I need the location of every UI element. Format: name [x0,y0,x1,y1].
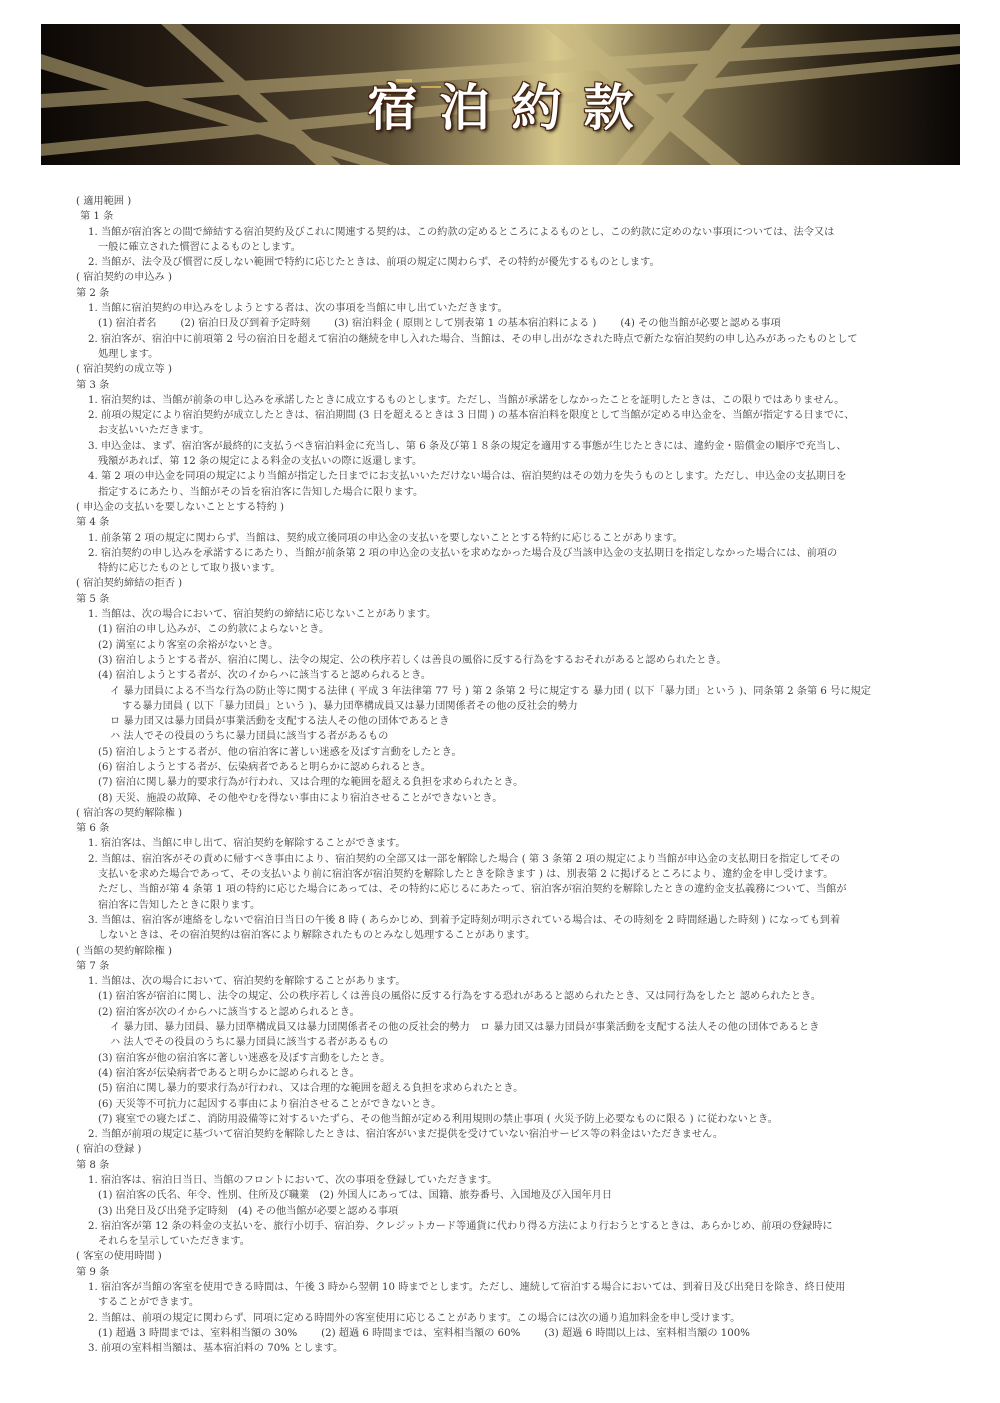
terms-document [76,194,956,1357]
sub-sub-item: イ 暴力団員による不当な行為の防止等に関する法律 ( 平成 3 年法律第 77 号 ) 第 2 条第 2 号に規定する 暴力団 ( 以下「暴力団」という )、同条第 2 条第 6 号に規定 する暴力団員 ( 以下「暴力団員」という )、暴力団準構成員又は暴力団関係者その他の反社会的勢力 [110,685,871,712]
section [76,362,956,500]
sub-item: (7) 宿泊に関し暴力的要求行為が行われ、又は合理的な範囲を超える負担を求められたとき。 [98,777,524,789]
sub-item: (4) 宿泊客が伝染病者であると明らかに認められるとき。 [98,1067,360,1079]
section-heading: ( 宿泊客の契約解除権 ) [76,807,183,819]
article-number: 第 2 条 [76,287,110,299]
sub-sub-item: ハ 法人でその役員のうちに暴力団員に該当する者があるもの [110,1037,389,1049]
sub-item: (2) 宿泊客が次のイからハに該当すると認められるとき。 [98,1006,360,1018]
section-heading: ( 申込金の支払いを要しないこととする特約 ) [76,501,284,513]
section [76,270,956,362]
section [76,194,956,270]
section-heading: ( 適用範囲 ) [76,196,132,207]
clause-item: 1. 宿泊客は、当館に申し出て、宿泊契約を解除することができます。 [88,838,406,850]
clause-item: 1. 当館は、次の場合において、宿泊契約の締結に応じないことがあります。 [88,609,437,621]
sub-item-row: (1) 宿泊者名 (2) 宿泊日及び到着予定時刻 (3) 宿泊料金 ( 原則として別表第 1 の基本宿泊料による ) (4) その他当館が必要と認める事項 [98,318,781,330]
sub-item: (1) 宿泊客の氏名、年令、性別、住所及び職業 (2) 外国人にあっては、国籍、旅券番号、入国地及び入国年月日 [98,1190,613,1202]
clause-item: 1. 宿泊客が当館の客室を使用できる時間は、午後 3 時から翌朝 10 時までとします。ただし、連続して宿泊する場合においては、到着日及び出発日を除き、終日使用 することができます。 [88,1282,846,1309]
clause-item: 3. 申込金は、まず、宿泊客が最終的に支払うべき宿泊料金に充当し、第 6 条及び第１８条の規定を適用する事態が生じたときには、違約金・賠償金の順序で充当し、 残額があれば、第 12 条の規定による料金の支払いの際に返還します。 [88,440,847,468]
clause-item: 2. 当館が前項の規定に基づいて宿泊契約を解除したときは、宿泊客がいまだ提供を受けていない宿泊サービス等の料金はいただきません。 [88,1129,724,1141]
article-number: 第 9 条 [76,1266,110,1278]
section-heading: ( 宿泊契約の申込み ) [76,272,172,284]
sub-item: (3) 出発日及び出発予定時刻 (4) その他当館が必要と認める事項 [98,1205,399,1217]
clause-item: 1. 宿泊契約は、当館が前条の申し込みを承諾したときに成立するものとします。ただし、当館が承諾をしなかったことを証明したときは、この限りではありません。 [88,394,845,406]
title-banner [41,24,960,165]
sub-item: (5) 宿泊しようとする者が、他の宿泊客に著しい迷惑を及ぼす言動をしたとき。 [98,746,462,758]
clause-item: 2. 宿泊客が、宿泊中に前項第 2 号の宿泊日を超えて宿泊の継続を申し入れた場合、当館は、その申し出がなされた時点で新たな宿泊契約の申し込みがあったものとして 処理します。 [88,333,858,360]
section [76,944,956,1143]
sub-item: (5) 宿泊に関し暴力的要求行為が行われ、又は合理的な範囲を超える負担を求められたとき。 [98,1083,524,1095]
clause-item: 2. 当館は、宿泊客がその責めに帰すべき事由により、宿泊契約の全部又は一部を解除した場合 ( 第 3 条第 2 項の規定により当館が申込金の支払期日を指定してその 支払いを求めた場合であって、その支払いより前に宿泊客が宿泊契約を解除したときを除きます ) は、別表第 2 に掲げるところにより、違約金を申し受けます。 ただし、当館が第 4 条第 1 項の特約に応じた場合にあっては、その特約に応じるにあたって、宿泊客が宿泊契約を解除したときの違約金支払義務について、当館が 宿泊客に告知したときに限ります。 [88,853,847,911]
sub-item: (6) 天災等不可抗力に起因する事由により宿泊させることができないとき。 [98,1098,442,1110]
sub-item-row: (1) 超過 3 時間までは、室料相当額の 30% (2) 超過 6 時間までは、室料相当額の 60% (3) 超過 6 時間以上は、室料相当額の 100% [98,1327,750,1339]
clause-item: 2. 前項の規定により宿泊契約が成立したときは、宿泊期間 (3 日を超えるときは 3 日間 ) の基本宿泊料を限度として当館が定める申込金を、当館が指定する日までに、 お支払いいただきます。 [88,410,855,437]
section-heading: ( 宿泊契約の成立等 ) [76,364,172,376]
clause-item: 4. 第 2 項の申込金を同項の規定により当館が指定した日までにお支払いいただけない場合は、宿泊契約はその効力を失うものとします。ただし、申込金の支払期日を 指定するにあたり、当館がその旨を宿泊客に告知した場合に限ります。 [88,471,847,498]
sub-item: (8) 天災、施設の故障、その他やむを得ない事由により宿泊させることができないとき。 [98,792,503,804]
article-number: 第 7 条 [76,960,110,972]
section [76,806,956,944]
article-number: 第 8 条 [76,1159,110,1171]
sub-item: (3) 宿泊しようとする者が、宿泊に関し、法令の規定、公の秩序若しくは善良の風俗に反する行為をするおそれがあると認められたとき。 [98,654,727,666]
sub-item: (4) 宿泊しようとする者が、次のイからハに該当すると認められるとき。 [98,670,432,682]
sub-item: (3) 宿泊客が他の宿泊客に著しい迷惑を及ぼす言動をしたとき。 [98,1052,391,1064]
clause-item: 1. 当館が宿泊客との間で締結する宿泊契約及びこれに関連する契約は、この約款の定めるところによるものとし、この約款に定めのない事項については、法令又は 一般に確立された慣習によるものとします。 [88,226,835,253]
clause-item: 1. 前条第 2 項の規定に関わらず、当館は、契約成立後同項の申込金の支払いを要しないこととする特約に応じることがあります。 [88,532,683,544]
sub-item: (7) 寝室での寝たばこ、消防用設備等に対するいたずら、その他当館が定める利用規則の禁止事項 ( 火災予防上必要なものに限る ) に従わないとき。 [98,1113,778,1125]
clause-item: 2. 当館は、前項の規定に関わらず、同項に定める時間外の客室使用に応じることがあります。この場合には次の通り追加料金を申し受けます。 [88,1312,741,1324]
page-title: 宿泊約款 [367,78,656,137]
section-heading: ( 当館の契約解除権 ) [76,945,172,957]
article-number: 第 4 条 [76,517,110,529]
sub-item: (1) 宿泊客が宿泊に関し、法令の規定、公の秩序若しくは善良の風俗に反する行為をする恐れがあると認められたとき、又は同行為をしたと 認められたとき。 [98,991,822,1003]
article-number: 第 6 条 [76,823,110,835]
sub-item: (1) 宿泊の申し込みが、この約款によらないとき。 [98,624,330,636]
section-heading: ( 宿泊契約締結の拒否 ) [76,578,183,590]
clause-item: 2. 宿泊契約の申し込みを承諾するにあたり、当館が前条第 2 項の申込金の支払いを求めなかった場合及び当該申込金の支払期日を指定しなかった場合には、前項の 特約に応じたものとして取り扱います。 [88,547,838,575]
clause-item: 1. 宿泊客は、宿泊日当日、当館のフロントにおいて、次の事項を登録していただきます。 [88,1175,498,1186]
clause-item: 1. 当館に宿泊契約の申込みをしようとする者は、次の事項を当館に申し出ていただきます。 [88,303,508,315]
article-number: 第 1 条 [80,211,114,223]
section-heading: ( 客室の使用時間 ) [76,1251,162,1263]
article-number: 第 3 条 [76,379,110,391]
sub-item: (6) 宿泊しようとする者が、伝染病者であると明らかに認められるとき。 [98,761,432,773]
clause-item: 1. 当館は、次の場合において、宿泊契約を解除することがあります。 [88,976,406,988]
section [76,576,956,805]
section [76,1249,956,1356]
section [76,500,956,576]
sub-sub-item: イ 暴力団、暴力団員、暴力団準構成員又は暴力団関係者その他の反社会的勢力 ロ 暴力団又は暴力団員が事業活動を支配する法人その他の団体であるとき [110,1022,820,1034]
section-heading: ( 宿泊の登録 ) [76,1144,142,1156]
clause-item: 3. 前項の室料相当額は、基本宿泊料の 70% とします。 [88,1343,344,1355]
sub-item: (2) 満室により客室の余裕がないとき。 [98,639,279,651]
clause-item: 3. 当館は、宿泊客が連絡をしないで宿泊日当日の午後 8 時 ( あらかじめ、到着予定時刻が明示されている場合は、その時刻を 2 時間経過した時刻 ) になっても到着 しないときは、その宿泊契約は宿泊客により解除されたものとみなし処理することがあります。 [88,914,841,942]
section [76,1142,956,1249]
article-number: 第 5 条 [76,593,110,605]
sub-sub-item: ロ 暴力団又は暴力団員が事業活動を支配する法人その他の団体であるとき [110,716,450,728]
clause-item: 2. 当館が、法令及び慣習に反しない範囲で特約に応じたときは、前項の規定に関わらず、その特約が優先するものとします。 [88,257,660,269]
sub-sub-item: ハ 法人でその役員のうちに暴力団員に該当する者があるもの [110,731,389,743]
clause-item: 2. 宿泊客が第 12 条の料金の支払いを、旅行小切手、宿泊券、クレジットカード等通貨に代わり得る方法により行おうとするときは、あらかじめ、前項の登録時に それらを呈示していただきます。 [88,1220,833,1248]
